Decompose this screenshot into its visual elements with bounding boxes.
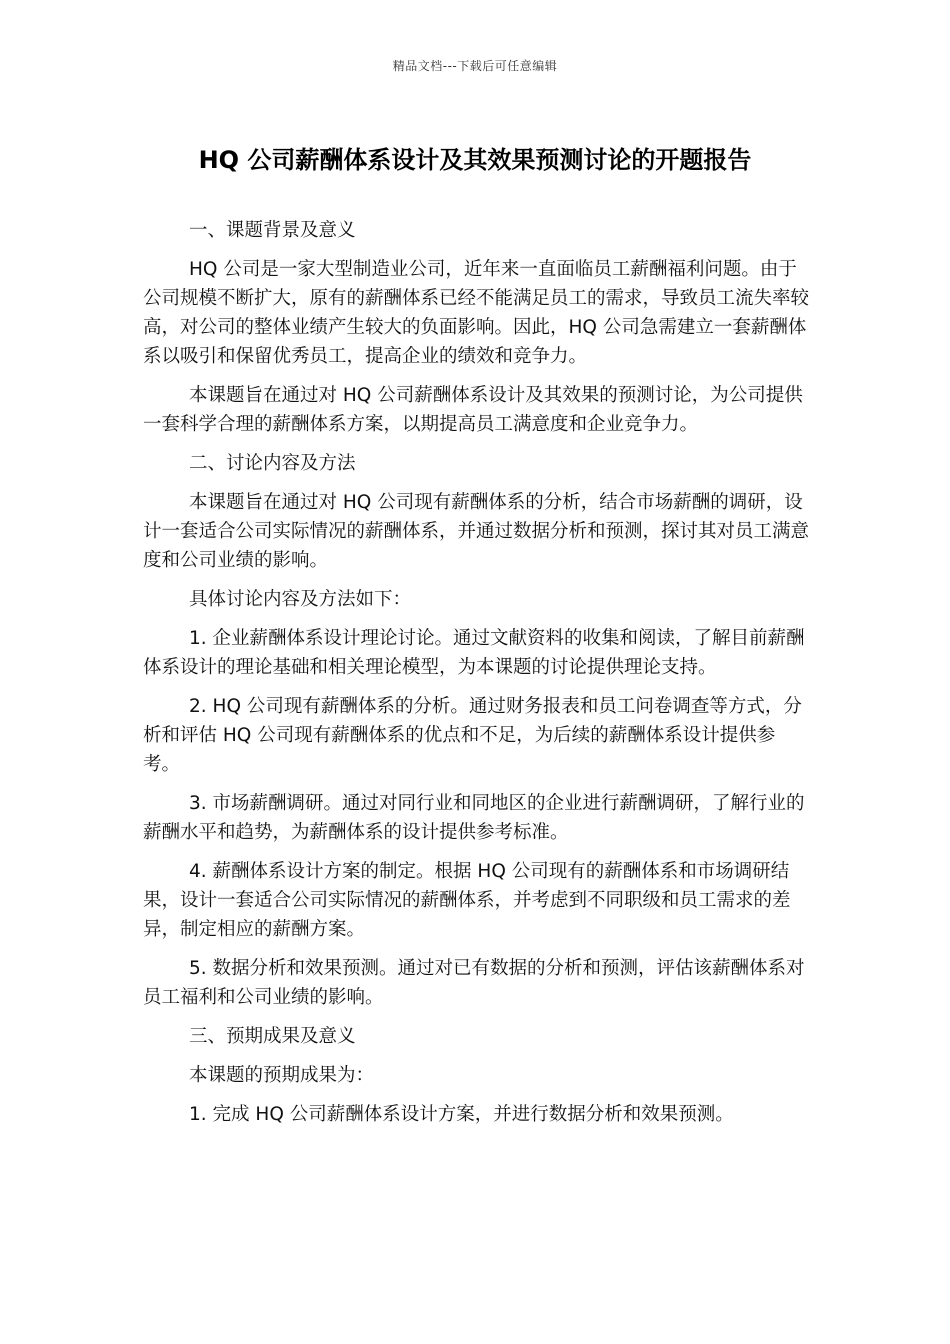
header-note: 精品文档---下载后可任意编辑 [392,59,558,73]
document-body [143,216,811,1139]
section-heading-expected-results: 三、预期成果及意义 [189,1026,356,1047]
list-item-theory: 1. 企业薪酬体系设计理论讨论。通过文献资料的收集和阅读，了解目前薪酬体系设计的理论基础和相关理论模型，为本课题的讨论提供理论支持。 [143,628,805,678]
list-item-expected-result-1: 1. 完成 HQ 公司薪酬体系设计方案，并进行数据分析和效果预测。 [189,1104,734,1125]
list-item-current-analysis: 2. HQ 公司现有薪酬体系的分析。通过财务报表和员工问卷调查等方式，分析和评估 HQ 公司现有薪酬体系的优点和不足，为后续的薪酬体系设计提供参考。 [143,696,802,775]
paragraph-expected-intro: 本课题的预期成果为： [189,1065,375,1086]
paragraph-company-background: HQ 公司是一家大型制造业公司，近年来一直面临员工薪酬福利问题。由于公司规模不断扩大，原有的薪酬体系已经不能满足员工的需求，导致员工流失率较高，对公司的整体业绩产生较大的负面影响。因此，HQ 公司急需建立一套薪酬体系以吸引和保留优秀员工，提高企业的绩效和竞争力。 [143,259,810,367]
list-item-market-survey: 3. 市场薪酬调研。通过对同行业和同地区的企业进行薪酬调研，了解行业的薪酬水平和趋势，为薪酬体系的设计提供参考标准。 [143,793,805,843]
paragraph-research-purpose: 本课题旨在通过对 HQ 公司薪酬体系设计及其效果的预测讨论，为公司提供一套科学合理的薪酬体系方案，以期提高员工满意度和企业竞争力。 [143,385,803,435]
paragraph-research-scope: 本课题旨在通过对 HQ 公司现有薪酬体系的分析，结合市场薪酬的调研，设计一套适合公司实际情况的薪酬体系，并通过数据分析和预测，探讨其对员工满意度和公司业绩的影响。 [143,492,810,571]
document-title: HQ 公司薪酬体系设计及其效果预测讨论的开题报告 [198,146,752,174]
paragraph-methods-intro: 具体讨论内容及方法如下： [189,589,412,610]
section-heading-background: 一、课题背景及意义 [189,220,356,241]
list-item-data-analysis: 5. 数据分析和效果预测。通过对已有数据的分析和预测，评估该薪酬体系对员工福利和公司业绩的影响。 [143,958,805,1008]
section-heading-content-methods: 二、讨论内容及方法 [189,453,356,474]
list-item-plan-design: 4. 薪酬体系设计方案的制定。根据 HQ 公司现有的薪酬体系和市场调研结果，设计一套适合公司实际情况的薪酬体系，并考虑到不同职级和员工需求的差异，制定相应的薪酬方案。 [143,861,791,940]
